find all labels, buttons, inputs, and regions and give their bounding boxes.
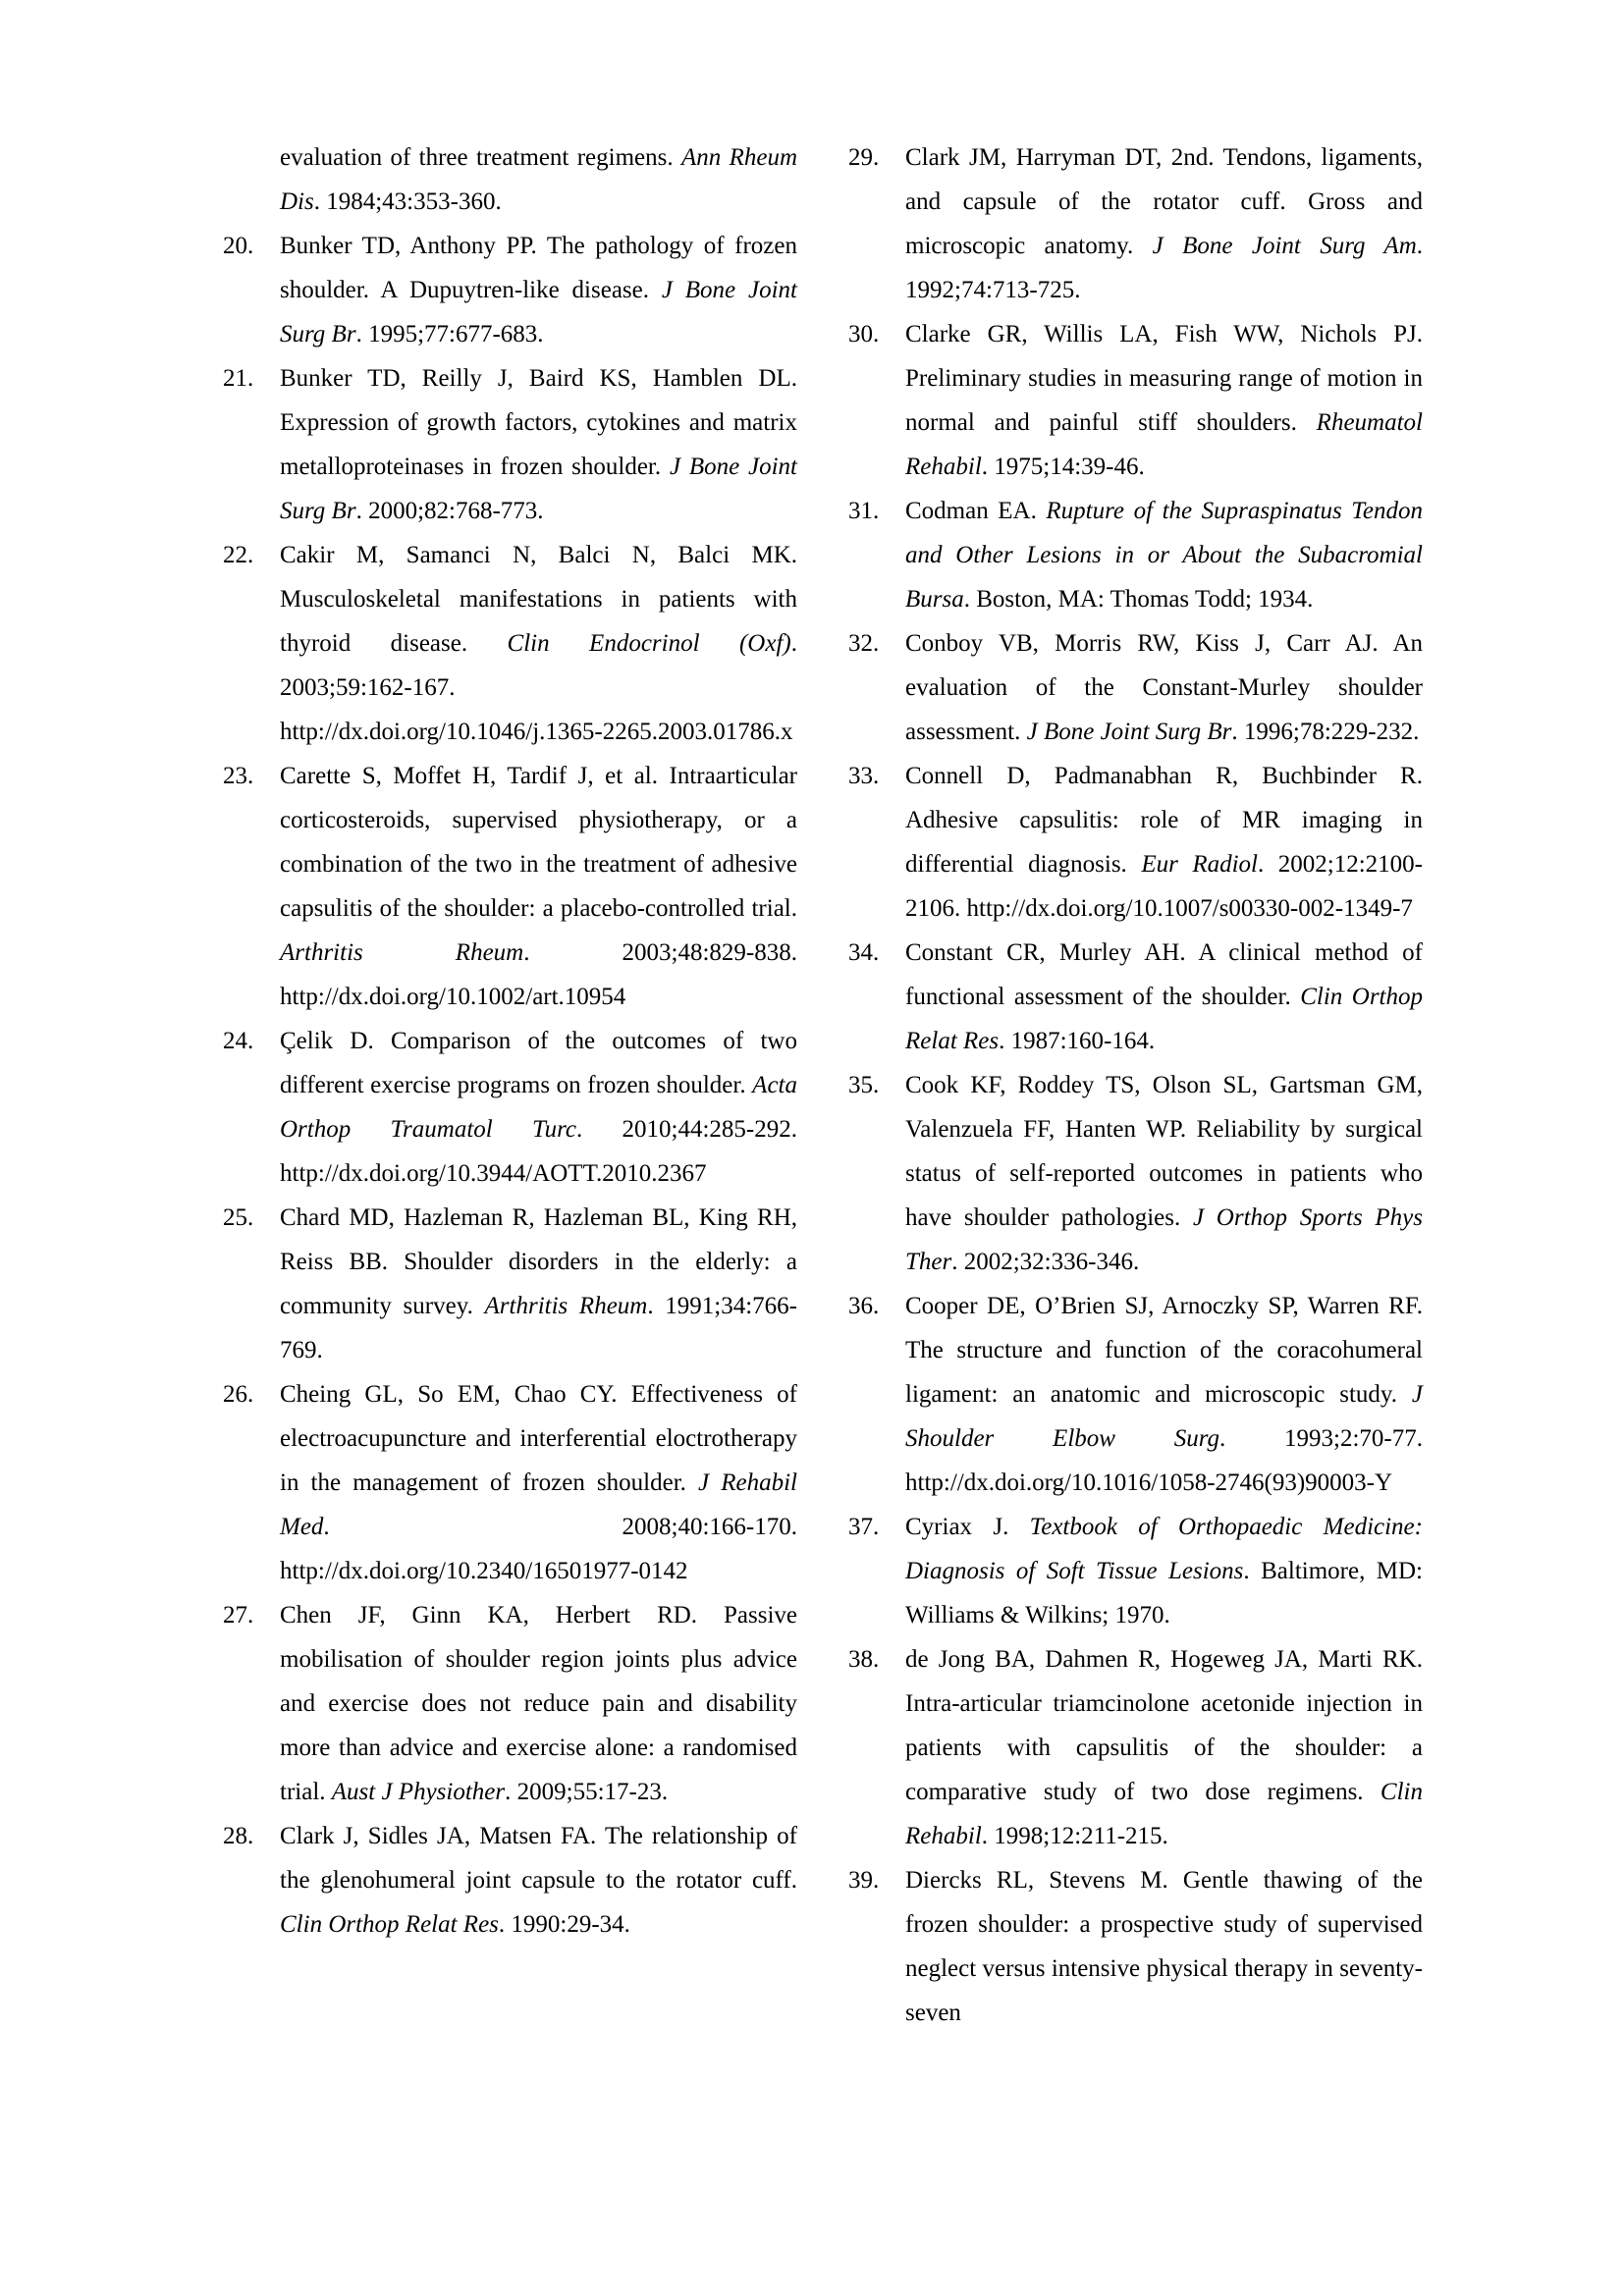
reference-text-segment: . 1990:29-34.: [498, 1911, 630, 1938]
reference-text-segment: . 1975;14:39-46.: [981, 454, 1145, 480]
reference-entry: [223, 1593, 797, 1814]
reference-text: [905, 144, 1423, 303]
reference-number: 27.: [223, 1602, 254, 1629]
reference-text-segment: Cyriax J.: [905, 1514, 1030, 1540]
journal-title: J Rehabil Med: [280, 1469, 797, 1540]
reference-entry: [223, 754, 797, 1019]
reference-entry: [223, 1814, 797, 1947]
journal-title: Clin Orthop Relat Res: [905, 984, 1423, 1054]
reference-text: [280, 1204, 797, 1363]
reference-text-segment: . 2010;44:285-292.: [575, 1116, 797, 1143]
reference-text-segment: . 1987:160-164.: [999, 1028, 1156, 1054]
references-column-right: [848, 135, 1423, 2035]
reference-text-segment: Cooper DE, O’Brien SJ, Arnoczky SP, Warren RF. The structure and function of the coracohumeral ligament: an anatomic and microscopic study.: [905, 1293, 1423, 1408]
references-column-left: [223, 135, 797, 2035]
reference-text-segment: . Boston, MA: Thomas Todd; 1934.: [963, 586, 1314, 613]
journal-title: Ann Rheum Dis: [280, 144, 797, 215]
reference-text-segment: Çelik D. Comparison of the outcomes of two different exercise programs on frozen shoulder.: [280, 1028, 797, 1098]
reference-text-segment: . Baltimore, MD: Williams & Wilkins; 1970.: [905, 1558, 1423, 1629]
reference-entry: [848, 312, 1423, 489]
reference-number: 37.: [848, 1514, 880, 1540]
reference-text-segment: Diercks RL, Stevens M. Gentle thawing of the frozen shoulder: a prospective study of supervised neglect versus intensive physical therapy in seventy-seven: [905, 1867, 1423, 2026]
journal-title: Rheumatol Rehabil: [905, 409, 1423, 480]
reference-text-segment: . 1991;34:766-769.: [280, 1293, 798, 1363]
reference-number: 25.: [223, 1204, 254, 1231]
doi-text: http://dx.doi.org/10.2340/16501977-0142: [280, 1558, 688, 1584]
reference-text-segment: Codman EA.: [905, 498, 1047, 524]
reference-number: 29.: [848, 144, 880, 171]
journal-title: Rupture of the Supraspinatus Tendon and Other Lesions in or About the Subacromial Bursa: [905, 498, 1424, 613]
reference-entry: [848, 931, 1423, 1063]
reference-text-segment: Cakir M, Samanci N, Balci N, Balci MK. Musculoskeletal manifestations in patients with thyroid disease.: [280, 542, 797, 657]
reference-text-segment: Carette S, Moffet H, Tardif J, et al. Intraarticular corticosteroids, supervised physiotherapy, or a combination of the two in the treatment of adhesive capsulitis of the shoulder: a placebo-controlled trial.: [280, 763, 797, 922]
reference-entry: [848, 1858, 1423, 2035]
reference-number: 23.: [223, 763, 254, 789]
reference-text-segment: . 2000;82:768-773.: [355, 498, 544, 524]
reference-text: [905, 1072, 1423, 1275]
reference-text-segment: Clarke GR, Willis LA, Fish WW, Nichols PJ. Preliminary studies in measuring range of motion in normal and painful stiff shoulders.: [905, 321, 1423, 436]
reference-entry: [223, 135, 797, 224]
journal-title: J Bone Joint Surg Br: [280, 454, 798, 524]
journal-title: J Bone Joint Surg Br: [1026, 719, 1232, 745]
reference-text-segment: . 1992;74:713-725.: [905, 233, 1423, 303]
reference-entry: [848, 1505, 1423, 1637]
journal-title: Clin Rehabil: [905, 1779, 1423, 1849]
reference-text-segment: . 1998;12:211-215.: [981, 1823, 1168, 1849]
reference-number: 35.: [848, 1072, 880, 1098]
journal-title: J Shoulder Elbow Surg: [905, 1381, 1423, 1452]
reference-text-segment: Chen JF, Ginn KA, Herbert RD. Passive mobilisation of shoulder region joints plus advice and exercise does not reduce pain and disability more than advice and exercise alone: a randomised trial.: [280, 1602, 797, 1805]
reference-entry: [848, 135, 1423, 312]
reference-list: [223, 135, 1423, 2035]
reference-text-segment: . 2008;40:166-170.: [323, 1514, 797, 1540]
journal-title: Arthritis Rheum: [484, 1293, 648, 1319]
reference-text-segment: . 1996;78:229-232.: [1231, 719, 1420, 745]
reference-entry: [223, 1372, 797, 1593]
reference-text-segment: Connell D, Padmanabhan R, Buchbinder R. Adhesive capsulitis: role of MR imaging in differential diagnosis.: [905, 763, 1423, 878]
journal-title: Clin Orthop Relat Res: [280, 1911, 499, 1938]
reference-entry: [223, 224, 797, 356]
reference-text-segment: . 2003;59:162-167.: [280, 630, 797, 701]
journal-title: Eur Radiol: [1141, 851, 1259, 878]
reference-number: 33.: [848, 763, 880, 789]
reference-text-segment: Bunker TD, Reilly J, Baird KS, Hamblen DL. Expression of growth factors, cytokines and matrix metalloproteinases in frozen shoulder.: [280, 365, 797, 480]
reference-number: 39.: [848, 1867, 880, 1894]
journal-title: J Orthop Sports Phys Ther: [905, 1204, 1423, 1275]
journal-title: Arthritis Rheum: [280, 939, 524, 966]
reference-entry: [848, 489, 1423, 621]
doi-text: http://dx.doi.org/10.1016/1058-2746(93)90003-Y: [905, 1469, 1393, 1496]
reference-text-segment: . 2009;55:17-23.: [505, 1779, 669, 1805]
reference-number: 38.: [848, 1646, 880, 1673]
reference-text-segment: Constant CR, Murley AH. A clinical method of functional assessment of the shoulder.: [905, 939, 1423, 1010]
journal-title: Textbook of Orthopaedic Medicine: Diagnosis of Soft Tissue Lesions: [905, 1514, 1423, 1584]
reference-text-segment: Clark J, Sidles JA, Matsen FA. The relationship of the glenohumeral joint capsule to the rotator cuff.: [280, 1823, 797, 1894]
reference-entry: [848, 754, 1423, 931]
reference-number: 28.: [223, 1823, 254, 1849]
reference-text-segment: . 1984;43:353-360.: [313, 188, 502, 215]
reference-text-segment: Cheing GL, So EM, Chao CY. Effectiveness of electroacupuncture and interferential eloctrotherapy in the management of frozen shoulder.: [280, 1381, 797, 1496]
reference-entry: [223, 1196, 797, 1372]
reference-text: [905, 1293, 1423, 1496]
reference-entry: [848, 1637, 1423, 1858]
reference-number: 20.: [223, 233, 254, 259]
reference-text: [905, 630, 1423, 745]
reference-text-segment: de Jong BA, Dahmen R, Hogeweg JA, Marti RK. Intra-articular triamcinolone acetonide injection in patients with capsulitis of the shoulder: a comparative study of two dose regimens.: [905, 1646, 1423, 1805]
reference-entry: [848, 621, 1423, 754]
reference-text: [280, 542, 797, 745]
reference-text-segment: . 1995;77:677-683.: [355, 321, 544, 347]
reference-text: [280, 1028, 797, 1187]
reference-entry: [848, 1284, 1423, 1505]
reference-text: [905, 321, 1423, 480]
reference-text: [905, 1514, 1423, 1629]
doi-text: http://dx.doi.org/10.1007/s00330-002-1349-7: [966, 895, 1413, 922]
reference-text-segment: Bunker TD, Anthony PP. The pathology of frozen shoulder. A Dupuytren-like disease.: [280, 233, 797, 303]
doi-text: http://dx.doi.org/10.1046/j.1365-2265.2003.01786.x: [280, 719, 793, 745]
reference-text: [280, 1381, 797, 1584]
reference-text-segment: Chard MD, Hazleman R, Hazleman BL, King RH, Reiss BB. Shoulder disorders in the elderly: a community survey.: [280, 1204, 797, 1319]
reference-number: 26.: [223, 1381, 254, 1408]
reference-text: [280, 763, 797, 1010]
reference-text-segment: evaluation of three treatment regimens.: [280, 144, 681, 171]
reference-text-segment: Cook KF, Roddey TS, Olson SL, Gartsman GM, Valenzuela FF, Hanten WP. Reliability by surgical status of self-reported outcomes in patients who have shoulder pathologies.: [905, 1072, 1423, 1231]
reference-number: 21.: [223, 365, 254, 392]
reference-number: 31.: [848, 498, 880, 524]
reference-text: [280, 1823, 797, 1938]
reference-number: 36.: [848, 1293, 880, 1319]
reference-text-segment: Conboy VB, Morris RW, Kiss J, Carr AJ. An evaluation of the Constant-Murley shoulder assessment.: [905, 630, 1423, 745]
reference-entry: [223, 1019, 797, 1196]
reference-text-segment: Clark JM, Harryman DT, 2nd. Tendons, ligaments, and capsule of the rotator cuff. Gross and microscopic anatomy.: [905, 144, 1423, 259]
reference-text: [905, 763, 1423, 922]
reference-text-segment: . 1993;2:70-77.: [1219, 1425, 1424, 1452]
reference-text-segment: . 2003;48:829-838.: [523, 939, 797, 966]
journal-title: Clin Endocrinol (Oxf): [507, 630, 791, 657]
journal-title: Aust J Physiother: [331, 1779, 506, 1805]
reference-entry: [848, 1063, 1423, 1284]
reference-number: 30.: [848, 321, 880, 347]
reference-text: [280, 144, 797, 215]
reference-text: [905, 1867, 1423, 2026]
reference-text: [905, 939, 1423, 1054]
reference-number: 34.: [848, 939, 880, 966]
reference-number: 32.: [848, 630, 880, 657]
reference-text-segment: . 2002;32:336-346.: [951, 1249, 1140, 1275]
reference-number: 24.: [223, 1028, 254, 1054]
reference-entry: [223, 533, 797, 754]
journal-title: J Bone Joint Surg Am: [1152, 233, 1417, 259]
journal-title: J Bone Joint Surg Br: [280, 277, 797, 347]
reference-text: [280, 1602, 797, 1805]
reference-text: [280, 365, 797, 524]
reference-text-segment: . 2002;12:2100-2106.: [905, 851, 1423, 922]
reference-number: 22.: [223, 542, 254, 568]
reference-text: [905, 498, 1423, 613]
reference-text: [280, 233, 797, 347]
reference-entry: [223, 356, 797, 533]
doi-text: http://dx.doi.org/10.1002/art.10954: [280, 984, 626, 1010]
journal-title: Acta Orthop Traumatol Turc: [280, 1072, 797, 1143]
doi-text: http://dx.doi.org/10.3944/AOTT.2010.2367: [280, 1160, 707, 1187]
reference-text: [905, 1646, 1423, 1849]
